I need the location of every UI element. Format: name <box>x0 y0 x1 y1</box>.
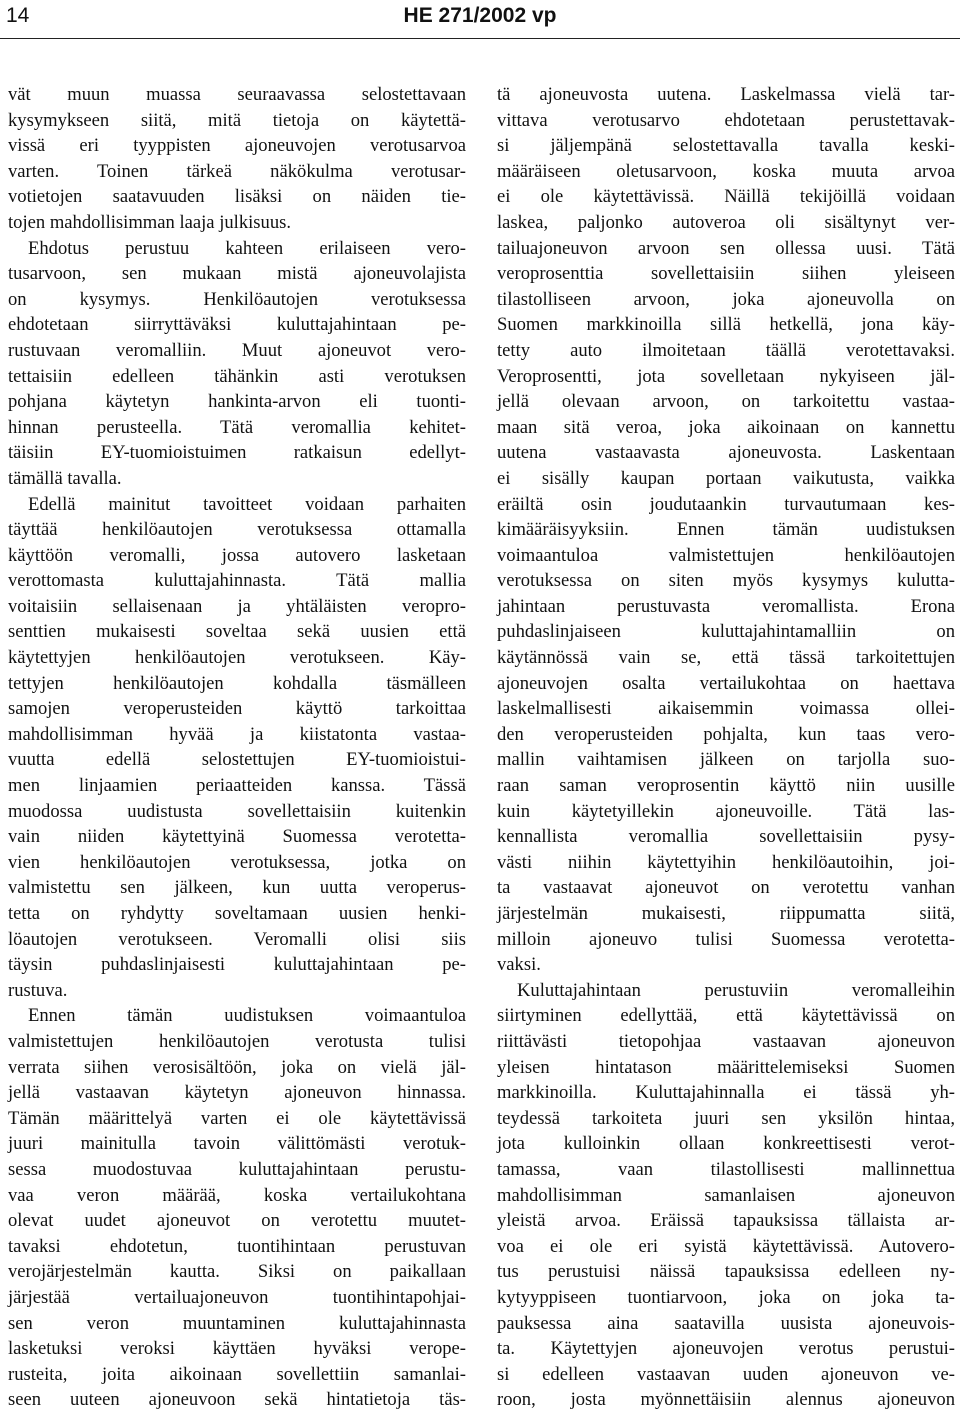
text-line: täyttää henkilöautojen verotuksessa ottamalla <box>8 519 466 541</box>
text-line: verojärjestelmän kautta. Siksi on paikallaan <box>8 1261 466 1283</box>
text-line: täysin puhdaslinjaisesti kuluttajahintaan pe- <box>8 954 466 976</box>
text-line: on kysymys. Henkilöautojen verotuksessa <box>8 288 466 310</box>
text-line: ei ole käytettävissä. Näillä tekijöillä voidaan <box>497 186 955 208</box>
text-line: tetty auto ilmoitetaan täällä verotettavaksi. <box>497 339 955 361</box>
text-line: lasketuksi veroksi käyttäen hyväksi verope- <box>8 1338 466 1360</box>
text-line: tavaksi ehdotetun, tuontihintaan perustuvan <box>8 1235 466 1257</box>
text-line: kimääräisyyksiin. Ennen tämän uudistuksen <box>497 519 955 541</box>
text-line: sen veron muuntaminen kuluttajahinnasta <box>8 1312 466 1334</box>
text-line: jellä olevaan arvoon, on tarkoitettu vastaa- <box>497 391 955 413</box>
text-line: den veroperusteiden pohjalta, kun taas vero- <box>497 723 955 745</box>
text-line: jahintaan perustuvasta veromallista. Erona <box>497 595 955 617</box>
text-line: rusteita, joita aikoinaan sovellettiin samanlai- <box>8 1363 466 1385</box>
text-line: vaa veron määrää, koska vertailukohtana <box>8 1184 466 1206</box>
text-line: ajoneuvojen osalta vertailukohtaa on haettava <box>497 672 955 694</box>
text-line: sessa muodostuvaa kuluttajahintaan perustu- <box>8 1158 466 1180</box>
text-line: rustuvaan veromalliin. Muut ajoneuvot vero- <box>8 339 466 361</box>
text-line: pauksessa aina saatavilla uusista ajoneuvois- <box>497 1312 955 1334</box>
text-line: teydessä tarkoiteta juuri sen yksilön hintaa, <box>497 1107 955 1129</box>
text-line: men linjaamien periaatteiden kanssa. Tässä <box>8 775 466 797</box>
text-line: mahdollisimman samanlaisen ajoneuvon <box>497 1184 955 1206</box>
text-line: eräiltä osin joudutaankin turvautumaan kes- <box>497 493 955 515</box>
text-line: tämällä tavalla. <box>8 467 122 489</box>
text-line: tailuajoneuvon arvoon sen ollessa uusi. Tätä <box>497 237 955 259</box>
text-line: vain niiden käytettyinä Suomessa verotetta- <box>8 826 466 848</box>
text-line: verottomasta kuluttajahinnasta. Tätä mallia <box>8 570 466 592</box>
text-line: ei sisälly kaupan portaan vaikutusta, vaikka <box>497 467 955 489</box>
text-line: yleisen hintatason määrittelemiseksi Suomen <box>497 1056 955 1078</box>
text-line: tojen mahdollisimman laaja julkisuus. <box>8 211 292 233</box>
text-line: vuutta edellä selostettujen EY-tuomioistui- <box>8 749 466 771</box>
text-line: voa ei ole eri syistä käytettävissä. Autovero- <box>497 1235 955 1257</box>
text-line: verrata siihen verosisältöön, joka on vielä jäl- <box>8 1056 466 1078</box>
text-line: kysymykseen siitä, mitä tietoja on käytettä- <box>8 109 466 131</box>
text-line: tettyjen henkilöautojen kohdalla täsmälleen <box>8 672 466 694</box>
text-line: muodossa uudistusta sovellettaisiin kuitenkin <box>8 800 466 822</box>
text-line: maan sitä veroa, joka aikoinaan on kannettu <box>497 416 955 438</box>
text-line: seen uuteen ajoneuvoon sekä hintatietoja täs- <box>8 1389 466 1411</box>
text-line: löautojen verotukseen. Veromalli olisi siis <box>8 928 466 950</box>
text-line: veroprosenttia sovellettaisiin siihen yleiseen <box>497 263 955 285</box>
text-line: tä ajoneuvosta uutena. Laskelmassa vielä tar- <box>497 84 955 105</box>
text-line: vien henkilöautojen verotuksessa, jotka on <box>8 851 466 873</box>
text-line: juuri mainitulla tavoin välittömästi verotuk- <box>8 1133 466 1155</box>
text-line: käyttöön veromalli, jossa autovero lasketaan <box>8 544 466 566</box>
right-text-column <box>497 82 955 1413</box>
text-line: puhdaslinjaiseen kuluttajahintamalliin on <box>497 621 955 643</box>
text-line: mallin vaihtamisen jälkeen on tarjolla suo- <box>497 749 955 771</box>
text-line: Ennen tämän uudistuksen voimaantuloa <box>28 1005 466 1027</box>
text-line: vittava verotusarvo ehdotetaan perustettavak- <box>497 109 955 131</box>
header-rule <box>0 38 960 39</box>
text-line: rustuva. <box>8 979 68 1001</box>
text-line: varten. Toinen tärkeä näkökulma verotusar- <box>8 160 466 182</box>
page-header <box>0 0 960 40</box>
text-line: voimaantuloa valmistettujen henkilöautojen <box>497 544 955 566</box>
text-line: verotuksessa on siten myös kysymys kulutta- <box>497 570 955 592</box>
text-line: ta vastaavat ajoneuvot on verotettu vanhan <box>497 877 955 899</box>
text-line: järjestelmän mukaisesti, riippumatta siitä, <box>497 903 955 924</box>
text-line: valmistettu sen jälkeen, kun uutta veroperus- <box>8 877 466 899</box>
document-id: HE 271/2002 vp <box>403 4 557 27</box>
text-line: si jäljempänä selostettavalla tavalla keski- <box>497 135 955 157</box>
text-line: olevat uudet ajoneuvot on verotettu muutet- <box>8 1210 466 1232</box>
text-line: uutena vastaavasta ajoneuvosta. Laskentaan <box>497 442 955 464</box>
text-line: jota kulloinkin ollaan konkreettisesti verot- <box>497 1133 955 1155</box>
text-line: voitaisiin sellaisenaan ja yhtäläisten veropro- <box>8 595 466 617</box>
text-line: pohjana käytetyn hankinta-arvon eli tuonti- <box>8 391 466 413</box>
text-line: tamassa, vaan tilastollisesti mallinnettua <box>497 1158 955 1180</box>
text-line: milloin ajoneuvo tulisi Suomessa verotetta- <box>497 928 955 950</box>
text-line: täisiin EY-tuomioistuimen ratkaisun edellyt- <box>8 442 466 464</box>
text-line: samojen veroperusteiden käyttö tarkoittaa <box>8 698 466 720</box>
text-line: Veroprosentti, jota sovelletaan nykyiseen jäl- <box>497 365 955 387</box>
text-line: ehdotetaan siirryttäväksi kuluttajahintaan pe- <box>8 314 466 336</box>
text-line: tus perustuisi näissä tapauksissa edelleen ny- <box>497 1261 955 1283</box>
page-number: 14 <box>6 4 30 27</box>
text-line: laskelmallisesti aikaisemmin voimassa ollei- <box>497 698 955 720</box>
text-line: järjestää vertailuajoneuvon tuontihintapohjai- <box>8 1286 466 1308</box>
text-line: tilastolliseen arvoon, joka ajoneuvolla on <box>497 288 955 310</box>
text-line: tettaisiin edelleen tähänkin asti verotuksen <box>8 365 466 387</box>
text-line: riittävästi tietopohjaa vastaavan ajoneuvon <box>497 1030 955 1052</box>
text-line: tetta on ryhdytty soveltamaan uusien henki- <box>8 903 466 924</box>
text-line: määräiseen oletusarvoon, koska muuta arvoa <box>497 160 955 182</box>
text-line: vät muun muassa seuraavassa selostettavaan <box>8 84 466 105</box>
text-line: votietojen saatavuuden lisäksi on näiden tie- <box>8 186 466 208</box>
text-line: valmistettujen henkilöautojen verotusta tulisi <box>8 1030 466 1052</box>
text-line: laskea, paljonko autoveroa oli sisältynyt ver- <box>497 211 955 233</box>
text-line: raan saman veroprosentin käyttö niin uusille <box>497 775 955 797</box>
text-line: ta. Käytettyjen ajoneuvojen verotus perustui- <box>497 1338 955 1360</box>
text-line: kuin käytetyillekin ajoneuvoille. Tätä las- <box>497 800 955 822</box>
text-line: käytännössä vain se, että tässä tarkoitettujen <box>497 647 955 669</box>
text-line: käytettyjen henkilöautojen verotukseen. Käy- <box>8 647 466 669</box>
text-line: kennallista veromallia sovellettaisiin pysy- <box>497 826 955 848</box>
text-line: senttien mukaisesti soveltaa sekä uusien että <box>8 621 466 643</box>
text-line: kytyyppiseen tuontiarvoon, joka on joka ta- <box>497 1286 955 1308</box>
text-line: Ehdotus perustuu kahteen erilaiseen vero- <box>28 237 466 259</box>
text-line: si edelleen vastaavan uuden ajoneuvon ve- <box>497 1363 955 1385</box>
text-line: vaksi. <box>497 954 541 976</box>
text-line: Tämän määrittelyä varten ei ole käytettävissä <box>8 1107 466 1129</box>
text-line: roon, josta myönnettäisiin alennus ajoneuvon <box>497 1389 955 1411</box>
text-line: siirtyminen edellyttää, että käytettävissä on <box>497 1005 955 1027</box>
text-line: västi niihin käytettyihin henkilöautoihin, joi- <box>497 851 955 873</box>
text-line: Kuluttajahintaan perustuviin veromalleihin <box>517 979 955 1001</box>
text-line: vissä eri tyyppisten ajoneuvojen verotusarvoa <box>8 135 466 157</box>
text-line: mahdollisimman hyvää ja kiistatonta vastaa- <box>8 723 466 745</box>
text-line: Edellä mainitut tavoitteet voidaan parhaiten <box>28 493 466 515</box>
text-line: jellä vastaavan käytetyn ajoneuvon hinnassa. <box>8 1082 466 1104</box>
text-line: Suomen markkinoilla sillä hetkellä, jona käy- <box>497 314 955 336</box>
text-line: yleistä arvoa. Eräissä tapauksissa tällaista ar- <box>497 1210 955 1232</box>
left-text-column <box>8 82 466 1413</box>
text-line: markkinoilla. Kuluttajahinnalla ei tässä yh- <box>497 1082 955 1104</box>
text-line: tusarvoon, sen mukaan mistä ajoneuvolajista <box>8 263 466 285</box>
text-line: hinnan perusteella. Tätä veromallia kehitet- <box>8 416 466 438</box>
